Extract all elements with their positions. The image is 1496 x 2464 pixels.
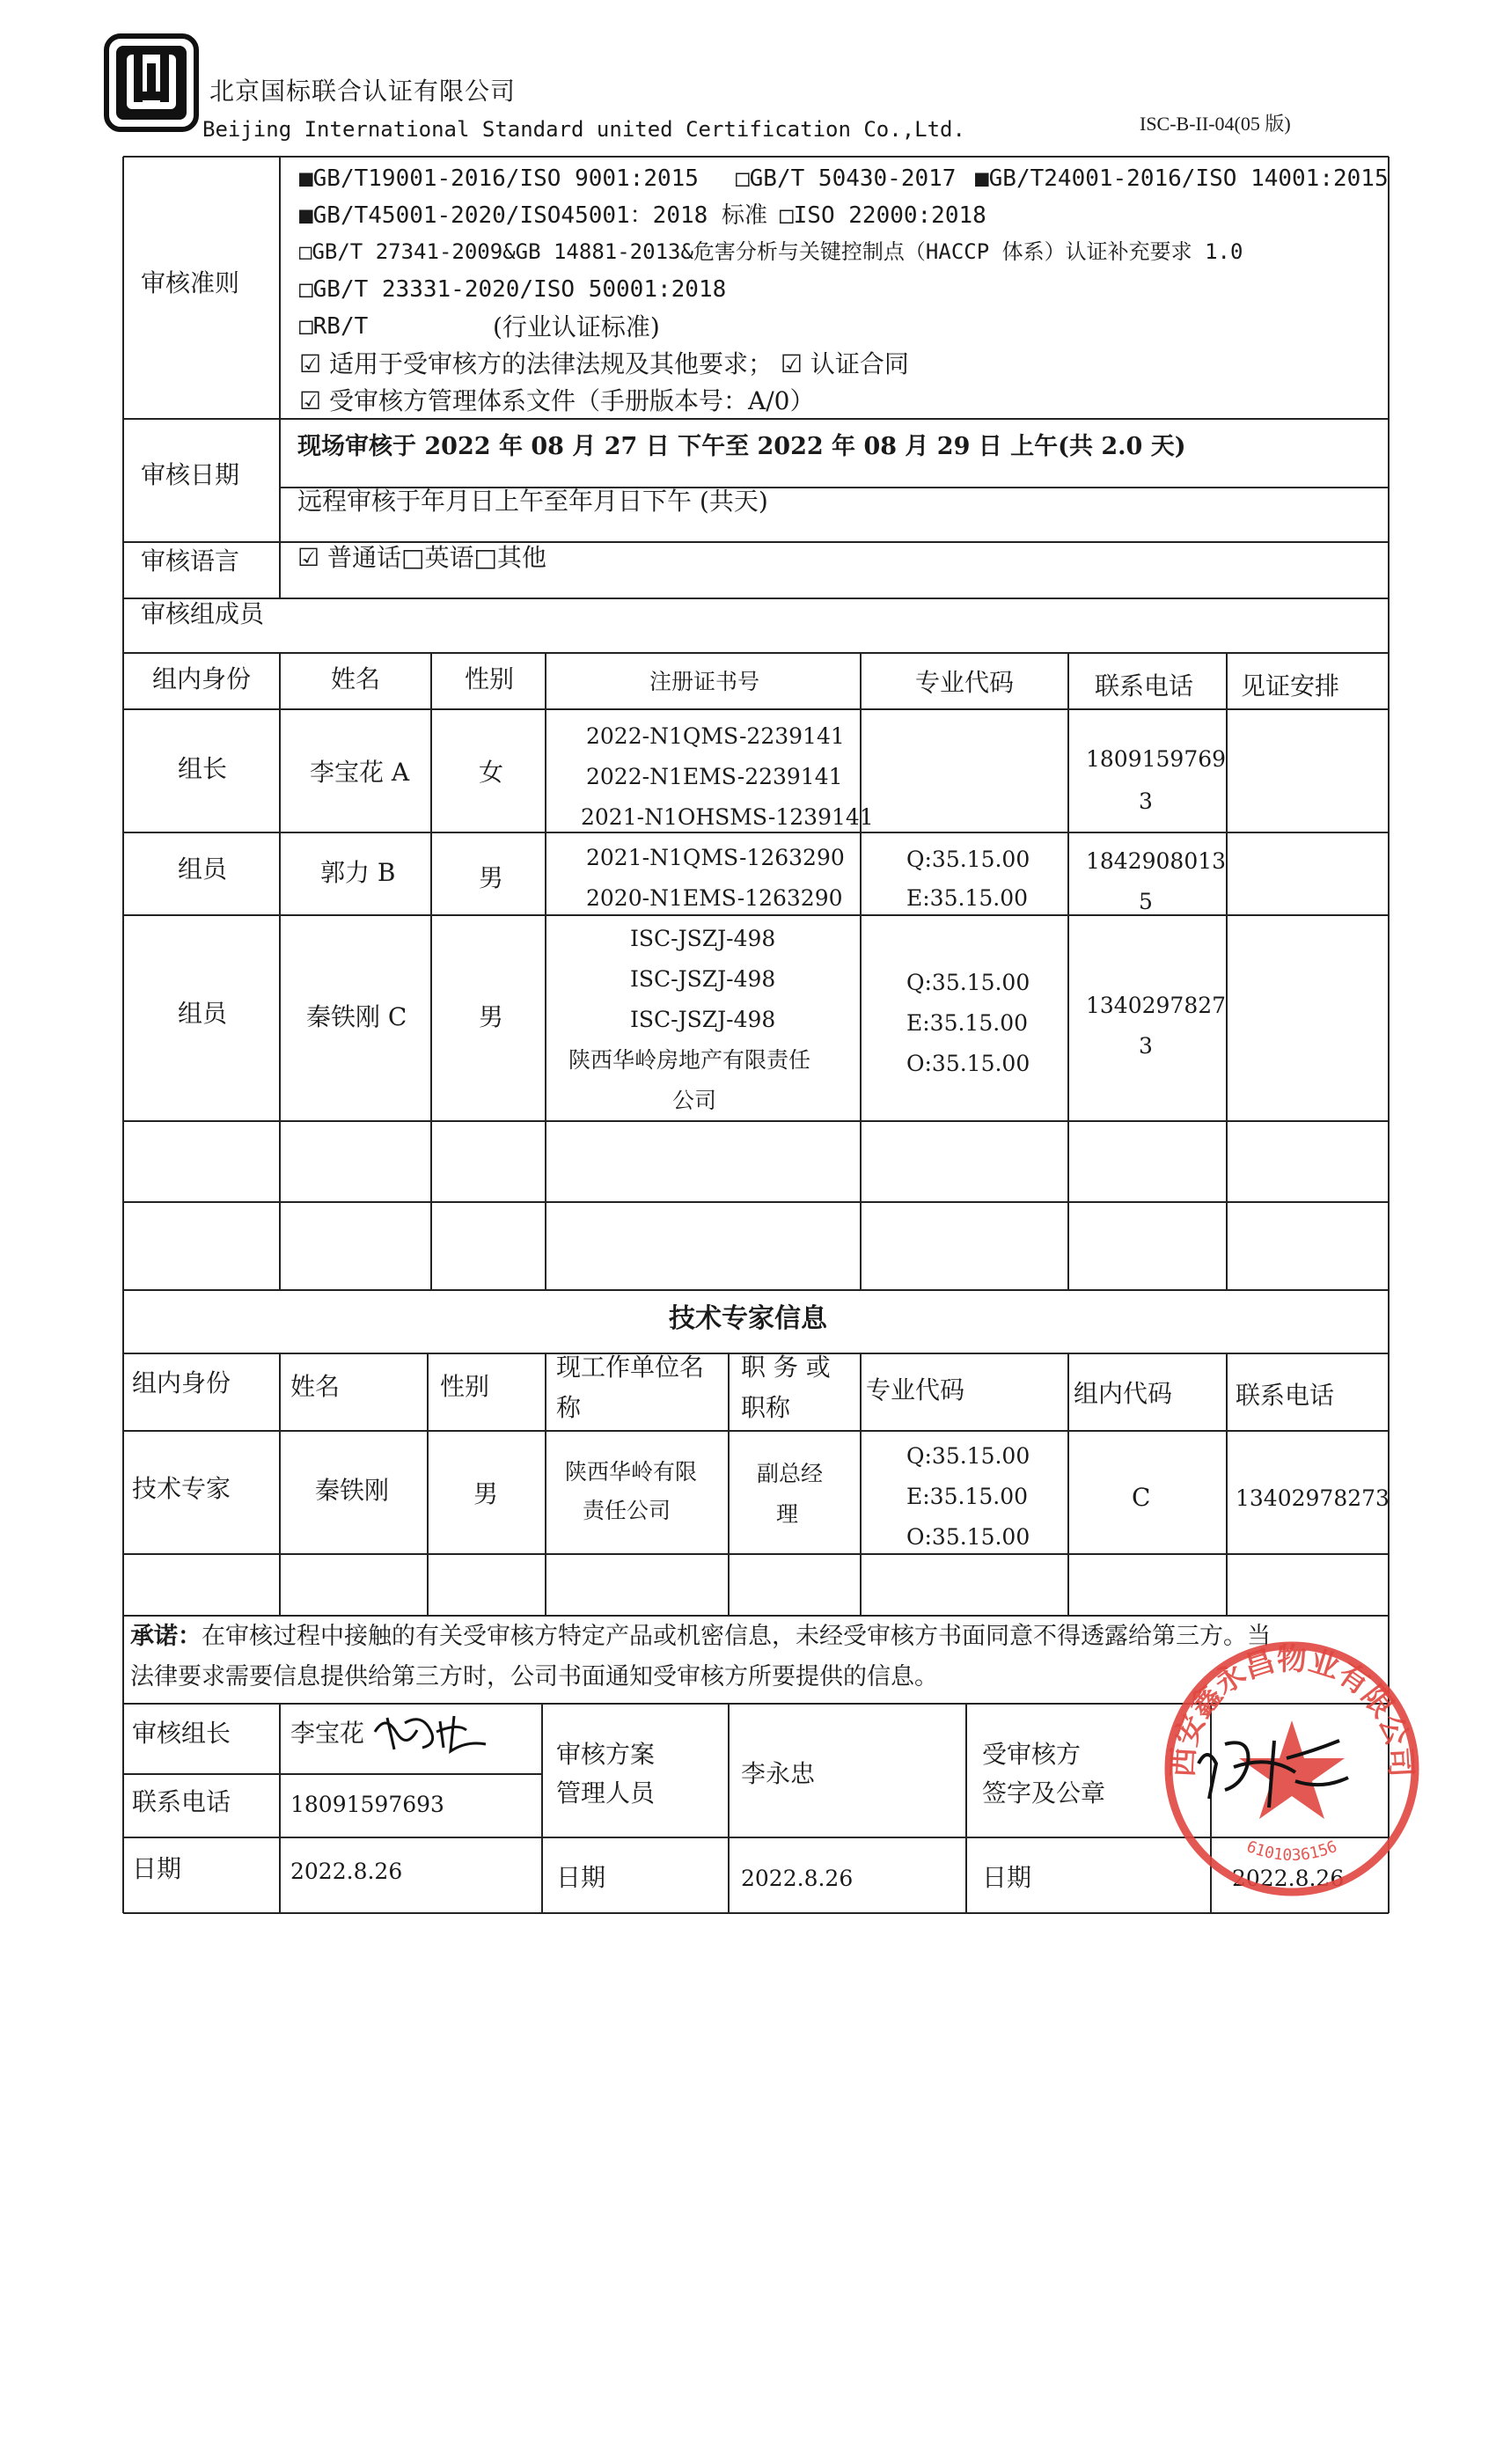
footer-auditee-label2: 签字及公章 xyxy=(982,1778,1106,1808)
team-row3-name: 秦铁刚 C xyxy=(306,1002,407,1031)
audit-date-label: 审核日期 xyxy=(141,460,240,489)
footer-date1: 2022.8.26 xyxy=(290,1859,403,1884)
footer-plan-name: 李永忠 xyxy=(741,1759,816,1788)
criteria-manual: ☑ 受审核方管理体系文件（手册版本号：A/0） xyxy=(299,386,815,415)
team-row3-code2: E:35.15.00 xyxy=(906,1010,1029,1036)
team-row1-name: 李宝花 A xyxy=(310,758,410,787)
footer-date2: 2022.8.26 xyxy=(741,1866,854,1891)
footer-date3: 2022.8.26 xyxy=(1232,1866,1345,1891)
team-row2-name: 郭力 B xyxy=(320,858,396,887)
company-logo xyxy=(104,33,199,132)
expert-header-name: 姓名 xyxy=(290,1372,341,1401)
team-row2-phone2: 5 xyxy=(1139,889,1153,914)
expert-row-code1: Q:35.15.00 xyxy=(906,1443,1030,1469)
footer-date-label: 日期 xyxy=(132,1854,182,1883)
team-row1-phone1: 1809159769 xyxy=(1086,746,1227,772)
footer-leader-name: 李宝花 xyxy=(290,1719,365,1748)
team-row1-phone2: 3 xyxy=(1139,788,1153,814)
team-row3-cert5: 公司 xyxy=(672,1088,717,1113)
expert-header-phone: 联系电话 xyxy=(1236,1381,1335,1410)
document-number: ISC-B-II-04(05 版) xyxy=(1140,113,1291,135)
team-row3-code3: O:35.15.00 xyxy=(906,1051,1030,1076)
team-row2-cert2: 2020-N1EMS-1263290 xyxy=(586,885,843,911)
expert-row-pos2: 理 xyxy=(776,1501,799,1527)
promise-text1: 在审核过程中接触的有关受审核方特定产品或机密信息，未经受审核方书面同意不得透露给第三方。当 xyxy=(202,1623,1271,1650)
team-row2-code2: E:35.15.00 xyxy=(906,885,1029,911)
team-row3-cert3: ISC-JSZJ-498 xyxy=(630,1007,776,1032)
promise-label: 承诺： xyxy=(130,1623,202,1650)
team-row1-cert3: 2021-N1OHSMS-1239141 xyxy=(581,804,874,830)
team-row1-cert1: 2022-N1QMS-2239141 xyxy=(586,723,845,749)
team-row3-cert1: ISC-JSZJ-498 xyxy=(630,926,776,951)
expert-row-code2: E:35.15.00 xyxy=(906,1484,1029,1509)
expert-row-unit1: 陕西华岭有限 xyxy=(565,1459,698,1485)
onsite-audit-date: 现场审核于 2022 年 08 月 27 日 下午至 2022 年 08 月 29 日 上午(共 2.0 天) xyxy=(297,433,1186,460)
team-header-phone: 联系电话 xyxy=(1095,671,1194,700)
footer-plan-label1: 审核方案 xyxy=(556,1740,656,1769)
remote-audit-date: 远程审核于年月日上午至年月日下午 (共天) xyxy=(297,487,768,516)
expert-header-gender: 性别 xyxy=(440,1372,490,1401)
team-row3-phone2: 3 xyxy=(1139,1033,1153,1059)
expert-row-role: 技术专家 xyxy=(132,1474,231,1503)
team-label: 审核组成员 xyxy=(141,599,265,628)
criteria-gb50430: □GB/T 50430-2017 xyxy=(736,165,957,192)
team-header-cert: 注册证书号 xyxy=(649,669,760,694)
expert-row-pos1: 副总经 xyxy=(757,1461,824,1486)
footer-leader-label: 审核组长 xyxy=(132,1719,231,1748)
footer-date3-label: 日期 xyxy=(982,1863,1032,1892)
team-row1-role: 组长 xyxy=(178,754,228,783)
expert-header-role: 组内身份 xyxy=(132,1368,231,1397)
svg-text:6101036156 xyxy=(1244,1837,1340,1865)
team-row2-code1: Q:35.15.00 xyxy=(906,847,1030,872)
expert-header-group-code: 组内代码 xyxy=(1074,1379,1173,1408)
promise-line1 xyxy=(130,1624,1271,1648)
company-name-cn: 北京国标联合认证有限公司 xyxy=(209,77,517,106)
criteria-haccp: □GB/T 27341-2009&GB 14881-2013&危害分析与关键控制点（HACCP 体系）认证补充要求 1.0 xyxy=(299,239,1243,264)
criteria-rbt: □RB/T xyxy=(299,313,369,340)
seal-text: 西安鑫永昌物业有限公司 xyxy=(1165,1641,1419,1778)
team-header-witness: 见证安排 xyxy=(1241,671,1340,700)
leader-signature xyxy=(370,1705,493,1758)
seal-number: 6101036156 xyxy=(1243,1837,1340,1866)
team-row3-phone1: 1340297827 xyxy=(1086,993,1227,1018)
team-row1-gender: 女 xyxy=(479,758,504,787)
team-row2-phone1: 1842908013 xyxy=(1086,848,1227,874)
footer-auditee-label1: 受审核方 xyxy=(982,1740,1082,1769)
criteria-industry: (行业认证标准) xyxy=(493,312,660,341)
promise-line2: 法律要求需要信息提供给第三方时，公司书面通知受审核方所要提供的信息。 xyxy=(130,1663,938,1690)
criteria-iso14001: ■GB/T24001-2016/ISO 14001:2015 xyxy=(975,165,1389,192)
team-row3-cert2: ISC-JSZJ-498 xyxy=(630,966,776,992)
footer-date2-label: 日期 xyxy=(556,1863,606,1892)
team-row3-role: 组员 xyxy=(178,999,228,1028)
team-header-gender: 性别 xyxy=(465,664,515,693)
team-header-name: 姓名 xyxy=(331,664,381,693)
team-row2-gender: 男 xyxy=(479,863,504,892)
expert-header-unit2: 称 xyxy=(556,1393,582,1422)
criteria-iso50001: □GB/T 23331-2020/ISO 50001:2018 xyxy=(299,276,727,303)
expert-row-name: 秦铁刚 xyxy=(315,1476,390,1505)
criteria-legal: ☑ 适用于受审核方的法律法规及其他要求； ☑ 认证合同 xyxy=(299,349,909,378)
team-row3-code1: Q:35.15.00 xyxy=(906,970,1030,995)
expert-title: 技术专家信息 xyxy=(669,1303,827,1334)
team-row3-gender: 男 xyxy=(479,1002,504,1031)
expert-row-unit2: 责任公司 xyxy=(583,1498,671,1523)
criteria-iso45001: ■GB/T45001-2020/ISO45001：2018 标准 xyxy=(299,202,767,229)
expert-header-code: 专业代码 xyxy=(866,1375,965,1404)
expert-header-pos2: 职称 xyxy=(741,1393,791,1422)
criteria-iso22000: □ISO 22000:2018 xyxy=(780,202,986,229)
team-header-code: 专业代码 xyxy=(915,668,1015,697)
team-row2-cert1: 2021-N1QMS-1263290 xyxy=(586,845,845,870)
team-header-role: 组内身份 xyxy=(152,664,252,693)
company-name-en: Beijing International Standard united Certification Co.,Ltd. xyxy=(202,117,965,142)
expert-row-group-code: C xyxy=(1132,1483,1151,1512)
team-row2-role: 组员 xyxy=(178,854,228,884)
team-row1-cert2: 2022-N1EMS-2239141 xyxy=(586,764,843,789)
expert-row-gender: 男 xyxy=(473,1479,499,1508)
expert-header-pos1: 职 务 或 xyxy=(741,1353,831,1382)
audit-language-value: ☑ 普通话□英语□其他 xyxy=(297,543,546,572)
auditee-signature xyxy=(1190,1728,1357,1816)
expert-row-phone: 13402978273 xyxy=(1236,1485,1390,1511)
footer-plan-label2: 管理人员 xyxy=(556,1778,656,1808)
team-row3-cert4: 陕西华岭房地产有限责任 xyxy=(568,1047,811,1073)
criteria-label: 审核准则 xyxy=(141,268,240,297)
expert-header-unit1: 现工作单位名 xyxy=(556,1353,705,1382)
audit-language-label: 审核语言 xyxy=(141,546,240,576)
footer-phone: 18091597693 xyxy=(290,1792,444,1817)
footer-phone-label: 联系电话 xyxy=(132,1787,231,1816)
expert-row-code3: O:35.15.00 xyxy=(906,1524,1030,1550)
criteria-iso9001: ■GB/T19001-2016/ISO 9001:2015 xyxy=(299,165,699,192)
